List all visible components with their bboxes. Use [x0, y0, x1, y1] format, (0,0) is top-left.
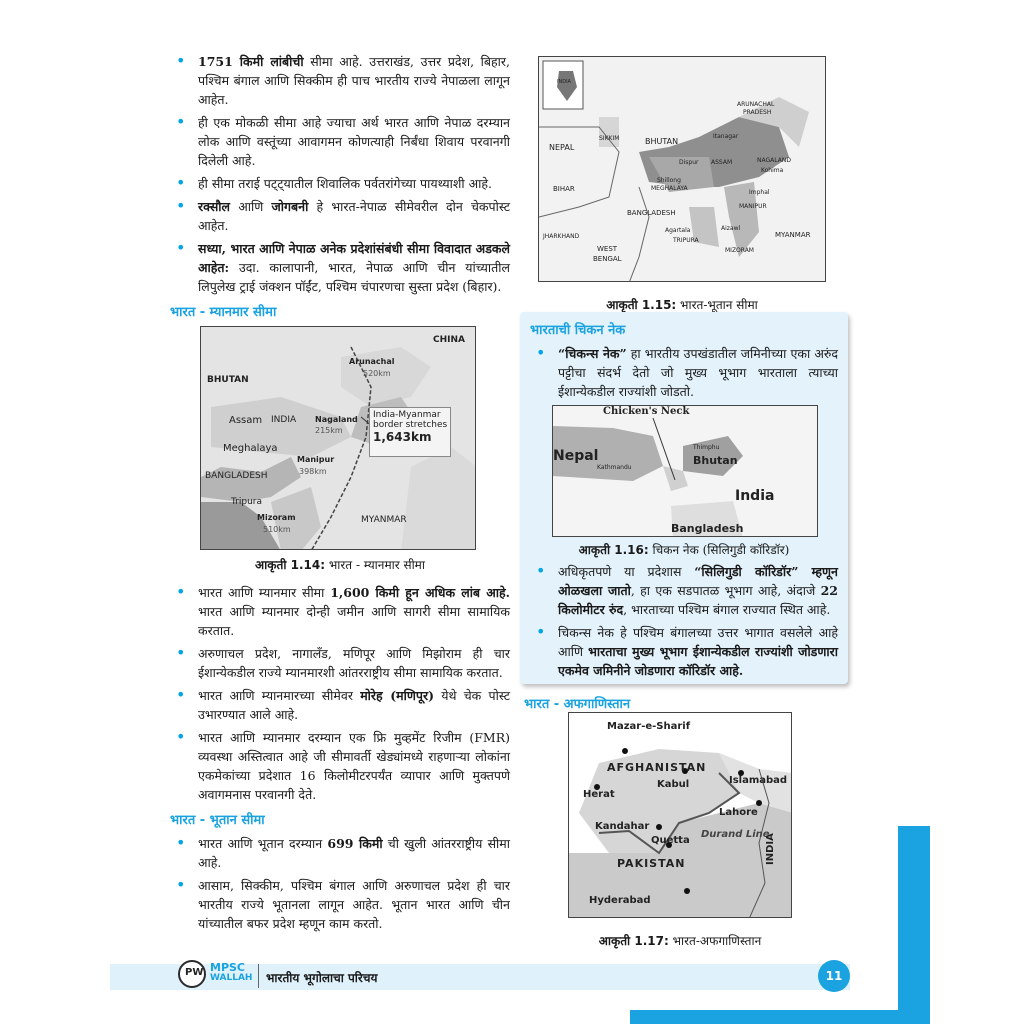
map-label-shillong: Shillong — [657, 177, 681, 184]
map-label-bangladesh: BANGLADESH — [627, 209, 676, 217]
map-label-manipur-km: 398km — [299, 467, 327, 476]
map-label-meghalaya: Meghalaya — [223, 443, 278, 454]
map-label-chickens-neck: Chicken's Neck — [603, 406, 690, 417]
map-label-india: India — [735, 488, 775, 504]
india-bhutan-map — [538, 56, 826, 282]
figure-caption-1-14: आकृती 1.14: भारत - म्यानमार सीमा — [255, 558, 425, 572]
list-item: • चिकन्स नेक हे पश्चिम बंगालच्या उत्तर भागात वसलेले आहे आणि भारताचा मुख्य भूभाग ईशान्येकडील राज्यांशी जोडणारा एकमेव जमिनीने जोडणारा कॉरिडॉर आहे. — [530, 623, 838, 680]
list-item: • 1751 किमी लांबीची सीमा आहे. उत्तराखंड, उत्तर प्रदेश, बिहार, पश्चिम बंगाल आणि सिक्कीम ही पाच भारतीय राज्ये नेपाळला लागून आहेत. — [170, 52, 510, 109]
logo-text: PW — [185, 967, 204, 978]
map-label-arunachal: Arunachal — [349, 357, 395, 366]
map-label-manipur: Manipur — [297, 455, 335, 464]
list-item: • रक्सौल आणि जोगबनी हे भारत-नेपाळ सीमेवरील दोन चेकपोस्ट आहेत. — [170, 197, 510, 235]
map-label-afghanistan: AFGHANISTAN — [607, 761, 707, 774]
map-label-bhutan: BHUTAN — [645, 137, 679, 146]
list-item: • अरुणाचल प्रदेश, नागालँड, मणिपूर आणि मिझोराम ही चार ईशान्येकडील राज्ये म्यानमारशी आंतरराष्ट्रीय सीमा सामायिक करतात. — [170, 644, 510, 682]
list-item: • भारत आणि म्यानमारच्या सीमेवर मोरेह (मणिपूर) येथे चेक पोस्ट उभारण्यात आले आहे. — [170, 686, 510, 724]
map-label-bhutan: Bhutan — [693, 454, 738, 467]
corner-decoration — [898, 826, 930, 1024]
map-label-pakistan: PAKISTAN — [617, 857, 686, 870]
map-label-mizoram-km: 510km — [263, 525, 291, 534]
map-label-jharkhand: JHARKHAND — [543, 233, 580, 240]
footer-divider — [258, 964, 259, 988]
map-label-kabul: Kabul — [657, 779, 690, 790]
map-label-islamabad: Islamabad — [729, 775, 788, 786]
map-label-tripura: TRIPURA — [673, 237, 699, 244]
map-label-west: WEST — [597, 245, 618, 253]
map-label-india: INDIA — [765, 833, 776, 865]
map-label-kohima: Kohima — [761, 167, 784, 174]
pw-logo — [178, 960, 206, 988]
map-label-china: CHINA — [433, 335, 465, 345]
map-label-hyderabad: Hyderabad — [589, 895, 651, 906]
map-label-mizoram: MIZORAM — [725, 247, 754, 254]
map-label-mizoram: Mizoram — [257, 513, 296, 522]
border-callout-box — [369, 407, 451, 457]
figure-caption-1-17: आकृती 1.17: भारत-अफगाणिस्तान — [598, 934, 762, 948]
list-item: • सध्या, भारत आणि नेपाळ अनेक प्रदेशांसंबंधी सीमा विवादात अडकले आहेत: उदा. कालापानी, भारत, नेपाळ आणि चीन यांच्यातील लिपुलेख ट्राई जंक्शन पॉईंट, पश्चिम चंपारणचा सुस्ता प्रदेश (बिहार). — [170, 239, 510, 296]
myanmar-section-title: भारत - म्यानमार सीमा — [170, 305, 277, 320]
chicken-section-title: भारताची चिकन नेक — [530, 323, 626, 338]
map-label-nepal: NEPAL — [549, 143, 575, 152]
brand-line-2: WALLAH — [210, 973, 253, 983]
map-label-bangladesh: Bangladesh — [671, 522, 744, 535]
map-label-assam: Assam — [229, 415, 263, 426]
list-item: • ही सीमा तराई पट्ट्यातील शिवालिक पर्वतरांगेच्या पायथ्याशी आहे. — [170, 174, 510, 193]
map-label-mazar: Mazar-e-Sharif — [607, 721, 691, 732]
list-item: • भारत आणि भूतान दरम्यान 699 किमी ची खुली आंतरराष्ट्रीय सीमा आहे. — [170, 834, 510, 872]
afghan-section-title: भारत - अफगाणिस्तान — [524, 697, 631, 712]
map-label-nagaland: Nagaland — [315, 415, 358, 424]
callout-line-2: border stretches — [373, 420, 448, 430]
map-label-durand-line: Durand Line — [701, 829, 770, 840]
map-label-dispur: Dispur — [679, 159, 699, 166]
list-item: • “चिकन्स नेक” हा भारतीय उपखंडातील जमिनीच्या एका अरुंद पट्टीचा संदर्भ देतो जो मुख्य भूभाग भारताला त्याच्या ईशान्येकडील राज्यांशी जोडतो. — [530, 344, 838, 401]
map-label-herat: Herat — [583, 789, 615, 800]
map-label-kathmandu: Kathmandu — [597, 464, 632, 471]
figure-caption-1-15: आकृती 1.15: भारत-भूतान सीमा — [606, 298, 758, 312]
list-item: • आसाम, सिक्कीम, पश्चिम बंगाल आणि अरुणाचल प्रदेश ही चार भारतीय राज्ये भूतानला लागून आहेत. भूतान भारत आणि चीन यांच्यातील बफर प्रदेश म्हणून काम करतो. — [170, 876, 510, 933]
list-item: • ही एक मोकळी सीमा आहे ज्याचा अर्थ भारत आणि नेपाळ दरम्यान लोक आणि वस्तूंच्या आवागमन कोणत्याही निर्बंधा शिवाय परवानगी दिलेली आहे. — [170, 113, 510, 170]
map-label-nagaland-km: 215km — [315, 426, 343, 435]
map-label-assam: ASSAM — [711, 159, 733, 166]
callout-line-1: India-Myanmar — [373, 410, 441, 420]
map-label-thimphu: Thimphu — [693, 444, 720, 451]
list-item: • भारत आणि म्यानमार दरम्यान एक फ्रि मुव्हमेंट रिजीम (FMR) व्यवस्था अस्तित्वात आहे जी सीमावर्ती खेड्यांमध्ये राहणाऱ्या लोकांना एकमेकांच्या प्रदेशात 16 किलोमीटरपर्यंत व्यापार आणि मुक्तपणे अवागमनास परवानगी देते. — [170, 728, 510, 804]
map-label-myanmar: MYANMAR — [775, 231, 811, 239]
afghan-map-shapes — [569, 713, 792, 918]
map-label-nepal: Nepal — [553, 448, 599, 464]
brand-name — [210, 962, 252, 984]
map-label-bangladesh: BANGLADESH — [205, 471, 268, 481]
map-label-arunachal-2: PRADESH — [743, 109, 772, 116]
map-label-tripura: Tripura — [231, 497, 263, 507]
figure-caption-1-16: आकृती 1.16: चिकन नेक (सिलिगुडी कॉरिडॉर) — [578, 543, 790, 557]
map-label-arunachal-km: 520km — [363, 369, 391, 378]
callout-line-3: 1,643km — [373, 430, 432, 444]
map-label-myanmar: MYANMAR — [361, 515, 407, 525]
map-label-sikkim: SIKKIM — [599, 135, 620, 142]
myanmar-bullet-list — [170, 583, 510, 804]
map-label-kandahar: Kandahar — [595, 821, 650, 832]
map-label-imphal: Imphal — [749, 189, 770, 196]
nepal-bullet-list — [170, 52, 510, 296]
chicken-bullet-list-2 — [530, 562, 838, 680]
map-label-india: INDIA — [271, 415, 297, 425]
map-label-meghalaya: MEGHALAYA — [651, 185, 688, 192]
map-label-bhutan: BHUTAN — [207, 375, 249, 385]
bhutan-section-title: भारत - भूतान सीमा — [170, 813, 265, 828]
map-label-arunachal-1: ARUNACHAL — [737, 101, 775, 108]
list-item: • भारत आणि म्यानमार सीमा 1,600 किमी हून अधिक लांब आहे. भारत आणि म्यानमार दोन्ही जमीन आणि सागरी सीमा सामायिक करतात. — [170, 583, 510, 640]
page-number: 11 — [818, 960, 850, 992]
map-label-bihar: BIHAR — [553, 185, 575, 193]
left-column — [170, 52, 510, 937]
india-myanmar-map — [200, 326, 476, 550]
india-afghanistan-map — [568, 712, 792, 918]
chapter-title: भारतीय भूगोलाचा परिचय — [266, 971, 378, 985]
map-label-itanagar: Itanagar — [713, 133, 739, 140]
map-label-nagaland: NAGALAND — [757, 157, 791, 164]
chicken-map-shapes — [553, 406, 818, 537]
chicken-neck-box — [520, 312, 848, 684]
bhutan-bullet-list — [170, 834, 510, 933]
bottom-decoration — [630, 1010, 930, 1024]
brand-line-1: MPSC — [210, 961, 246, 974]
map-label-aizawl: Aizawl — [721, 225, 741, 232]
map-label-bengal: BENGAL — [593, 255, 622, 263]
map-label-lahore: Lahore — [719, 807, 758, 818]
map-label-agartala: Agartala — [665, 227, 691, 234]
map-label-quetta: Quetta — [651, 835, 690, 846]
list-item: • अधिकृतपणे या प्रदेशास “सिलिगुडी कॉरिडॉर” म्हणून ओळखला जातो, हा एक सडपातळ भूभाग आहे, अंदाजे 22 किलोमीटर रुंद, भारताच्या पश्चिम बंगाल राज्यात स्थित आहे. — [530, 562, 838, 619]
inset-label-india: INDIA — [557, 79, 571, 85]
chicken-neck-map — [552, 405, 818, 537]
map-label-manipur: MANIPUR — [739, 203, 767, 210]
chicken-bullet-list-1 — [530, 344, 838, 401]
